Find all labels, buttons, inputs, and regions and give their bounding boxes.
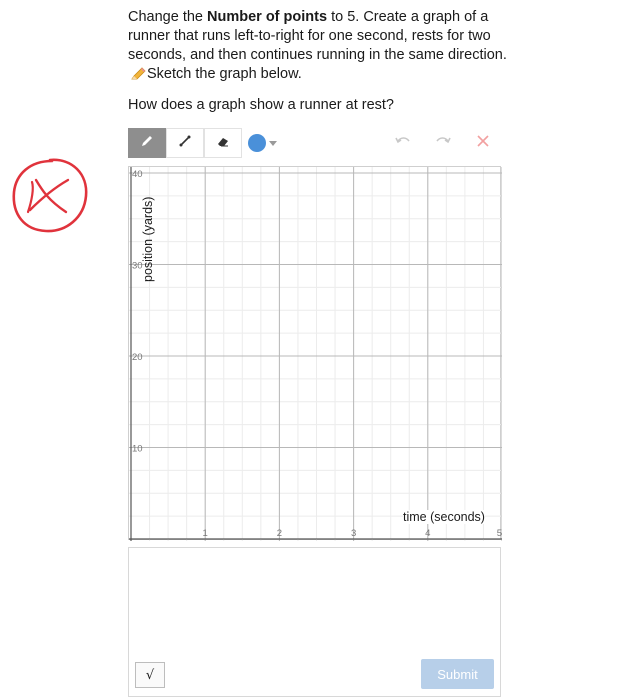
y-tick-label: 20 [132,352,143,363]
clear-button[interactable] [472,133,494,153]
x-axis-label: time (seconds) [403,510,485,524]
drawing-graph[interactable] [128,166,501,540]
eraser-tool[interactable] [204,128,242,158]
graph-canvas[interactable] [129,167,502,541]
color-swatch [248,134,266,152]
x-tick-label: 2 [276,528,283,539]
x-tick-label: 4 [425,528,431,539]
line-icon [178,134,192,153]
pencil-tool[interactable] [128,128,166,158]
submit-button[interactable]: Submit [421,659,494,689]
math-input-button[interactable] [135,662,165,688]
instructions-text-cont: to 5. Create a graph of a runner that runs left-to-right for one second, rests for two seconds, and then continues running in the same direction. [128,9,507,63]
handwritten-x-mark [6,152,92,238]
instructions [128,8,508,87]
eraser-icon [216,134,230,153]
redo-icon [435,134,451,152]
y-tick-label: 40 [132,169,143,180]
instructions-sketch-text: Sketch the graph below. [147,66,302,82]
instructions-text: Change the [128,9,208,25]
color-picker[interactable] [248,132,284,154]
instructions-bold: Number of points [207,9,328,25]
pencil-emoji-icon [130,67,146,87]
x-tick-label: 5 [496,528,502,539]
pencil-icon [140,134,154,153]
square-root-icon: √ [145,667,155,683]
redo-button[interactable] [432,133,454,153]
close-icon [477,134,489,152]
undo-button[interactable] [392,133,414,153]
y-axis-label: position (yards) [141,196,155,282]
drawing-toolbar [128,128,501,158]
line-tool[interactable] [166,128,204,158]
chevron-down-icon [269,141,277,146]
question: How does a graph show a runner at rest? [128,97,394,113]
x-tick-label: 1 [202,528,208,539]
y-tick-label: 30 [132,260,143,272]
x-tick-label: 3 [350,528,357,539]
undo-icon [395,134,411,152]
y-tick-label: 10 [132,443,143,455]
